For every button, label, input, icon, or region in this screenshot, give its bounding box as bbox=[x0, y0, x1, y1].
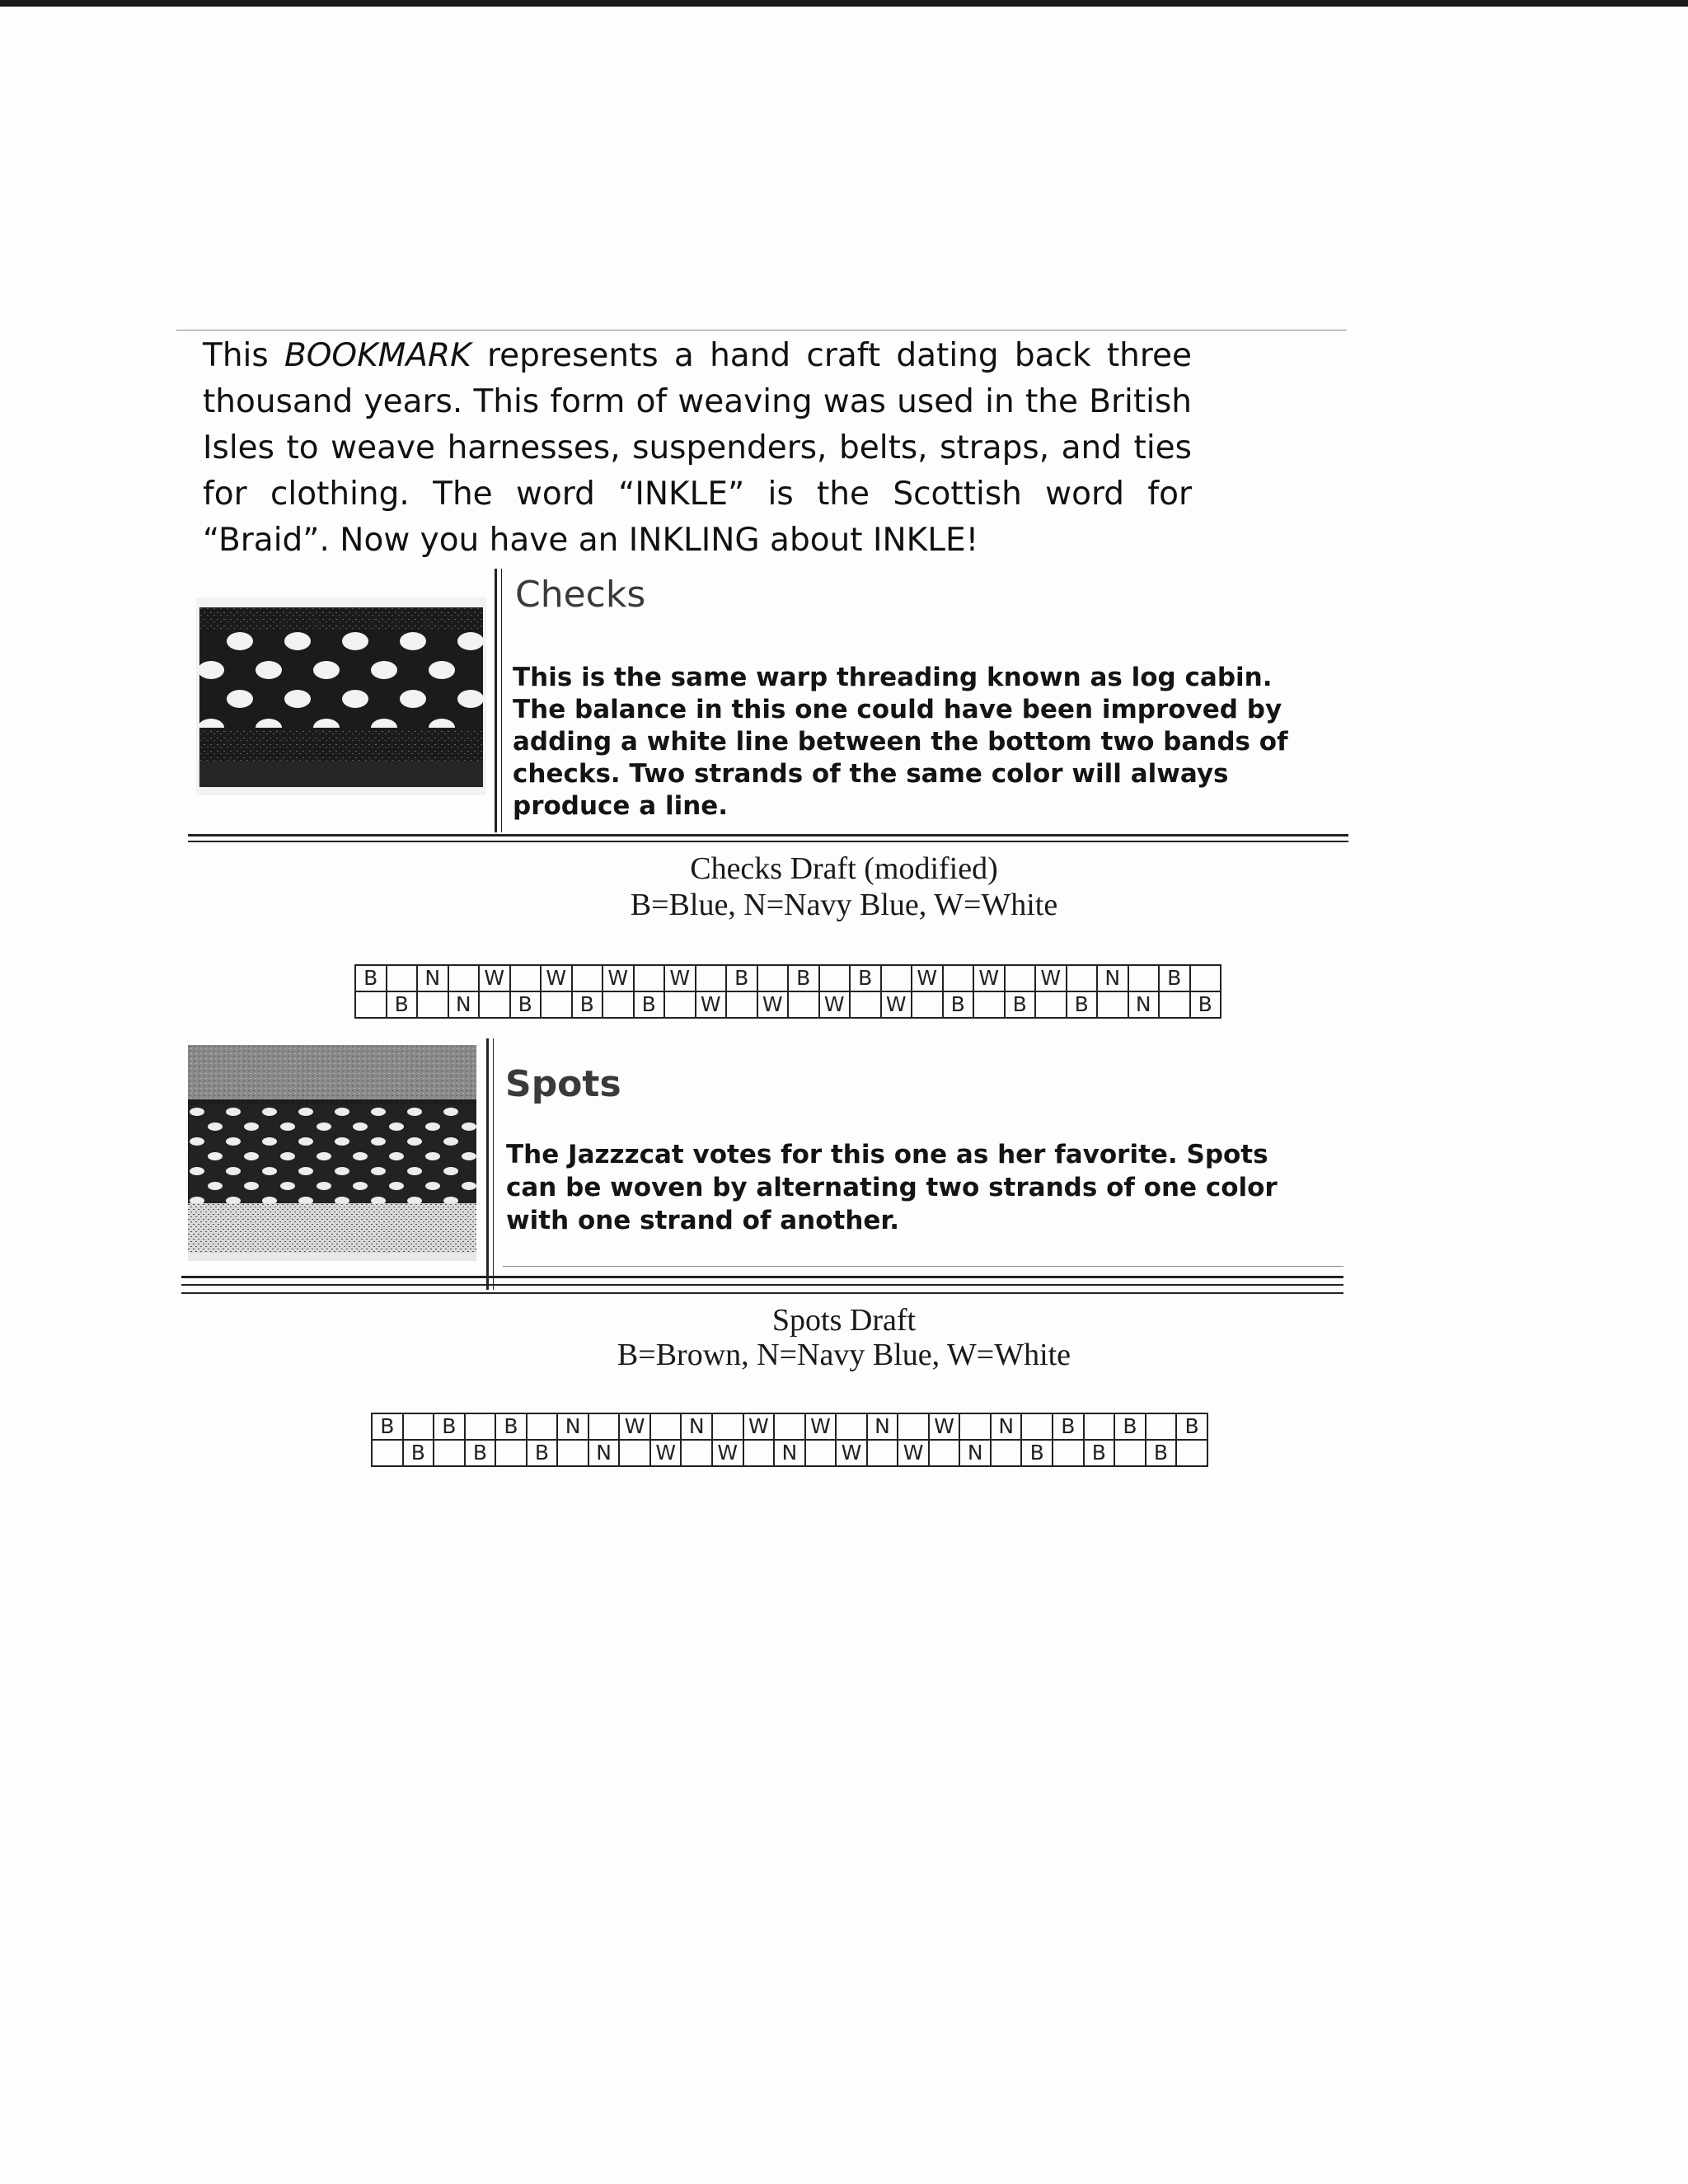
draft-cell: B bbox=[572, 991, 603, 1018]
draft-cell bbox=[850, 991, 881, 1018]
spots-swatch-image bbox=[188, 1045, 476, 1261]
intro-line: thousand years. This form of weaving was used in the British bbox=[203, 383, 1192, 420]
draft-cell: B bbox=[434, 1413, 465, 1440]
draft-cell bbox=[788, 991, 819, 1018]
spots-draft-legend: B=Brown, N=Navy Blue, W=White bbox=[617, 1338, 1071, 1372]
checks-bottom-rule bbox=[188, 841, 1348, 842]
draft-cell: N bbox=[588, 1440, 620, 1466]
draft-cell bbox=[1021, 1413, 1053, 1440]
draft-cell bbox=[1005, 965, 1036, 991]
draft-cell: B bbox=[1146, 1440, 1177, 1466]
draft-cell bbox=[1097, 991, 1128, 1018]
draft-cell: W bbox=[929, 1413, 960, 1440]
draft-cell bbox=[712, 1413, 743, 1440]
draft-cell: W bbox=[712, 1440, 743, 1466]
draft-cell bbox=[836, 1413, 867, 1440]
checks-draft-legend: B=Blue, N=Navy Blue, W=White bbox=[630, 888, 1058, 922]
draft-cell: W bbox=[881, 991, 912, 1018]
draft-cell: W bbox=[650, 1440, 682, 1466]
draft-cell bbox=[465, 1413, 496, 1440]
draft-row-bottom bbox=[355, 991, 1221, 1018]
intro-line: “Braid”. Now you have an INKLING about INKLE! bbox=[203, 522, 979, 559]
spots-divider bbox=[486, 1038, 489, 1290]
draft-cell bbox=[1084, 1413, 1115, 1440]
draft-cell: N bbox=[1128, 991, 1160, 1018]
draft-cell bbox=[541, 991, 572, 1018]
draft-cell bbox=[1053, 1440, 1084, 1466]
intro-paragraph bbox=[203, 333, 1192, 564]
draft-cell bbox=[387, 965, 418, 991]
draft-cell bbox=[898, 1413, 929, 1440]
draft-cell: B bbox=[1021, 1440, 1053, 1466]
draft-cell: W bbox=[541, 965, 572, 991]
spots-bottom-rule bbox=[181, 1292, 1343, 1294]
draft-cell: B bbox=[387, 991, 418, 1018]
draft-cell bbox=[510, 965, 542, 991]
draft-cell bbox=[696, 965, 727, 991]
draft-cell: B bbox=[1005, 991, 1036, 1018]
draft-cell bbox=[959, 1413, 991, 1440]
draft-cell: W bbox=[1035, 965, 1067, 991]
draft-cell: N bbox=[557, 1413, 588, 1440]
draft-cell: W bbox=[819, 991, 851, 1018]
draft-cell bbox=[819, 965, 851, 991]
draft-cell: B bbox=[372, 1413, 403, 1440]
spots-body: The Jazzzcat votes for this one as her favorite. Spots can be woven by alternating two strands of one color with one strand of another. bbox=[506, 1140, 1278, 1235]
draft-cell: N bbox=[417, 965, 448, 991]
draft-cell bbox=[757, 965, 789, 991]
draft-cell: B bbox=[943, 991, 974, 1018]
draft-cell bbox=[1159, 991, 1190, 1018]
draft-cell bbox=[774, 1413, 805, 1440]
draft-cell bbox=[588, 1413, 620, 1440]
draft-cell bbox=[372, 1440, 403, 1466]
draft-cell bbox=[681, 1440, 712, 1466]
draft-row-bottom bbox=[372, 1440, 1207, 1466]
draft-cell bbox=[1114, 1440, 1146, 1466]
draft-cell: B bbox=[1053, 1413, 1084, 1440]
draft-cell: N bbox=[1097, 965, 1128, 991]
spots-title: Spots bbox=[505, 1063, 621, 1105]
spots-draft-grid bbox=[371, 1413, 1208, 1467]
draft-cell bbox=[881, 965, 912, 991]
draft-cell bbox=[805, 1440, 837, 1466]
checks-bottom-rule bbox=[188, 834, 1348, 837]
draft-cell bbox=[650, 1413, 682, 1440]
draft-cell: W bbox=[696, 991, 727, 1018]
draft-cell: N bbox=[867, 1413, 898, 1440]
draft-cell bbox=[943, 965, 974, 991]
draft-cell: B bbox=[634, 991, 665, 1018]
draft-cell: B bbox=[1176, 1413, 1207, 1440]
draft-cell: B bbox=[1114, 1413, 1146, 1440]
bookmark-word: BOOKMARK bbox=[284, 337, 471, 374]
draft-cell: B bbox=[1190, 991, 1221, 1018]
checks-swatch-image bbox=[196, 598, 486, 795]
draft-cell bbox=[434, 1440, 465, 1466]
draft-cell bbox=[495, 1440, 527, 1466]
checks-divider bbox=[501, 569, 502, 832]
draft-cell: B bbox=[495, 1413, 527, 1440]
draft-cell bbox=[912, 991, 943, 1018]
draft-cell: W bbox=[836, 1440, 867, 1466]
draft-cell: W bbox=[743, 1413, 775, 1440]
checks-body: This is the same warp threading known as log cabin. The balance in this one could have been improved by adding a white line between the bottom two bands of checks. Two strands of the same color will always produce a line. bbox=[513, 663, 1288, 821]
draft-cell bbox=[664, 991, 696, 1018]
draft-cell: N bbox=[681, 1413, 712, 1440]
draft-cell: B bbox=[1159, 965, 1190, 991]
checks-draft-grid bbox=[354, 964, 1221, 1019]
checks-title: Checks bbox=[515, 574, 646, 616]
draft-cell bbox=[1176, 1440, 1207, 1466]
spots-bottom-rule bbox=[181, 1284, 1343, 1286]
draft-cell: N bbox=[959, 1440, 991, 1466]
draft-cell bbox=[603, 991, 634, 1018]
draft-cell: N bbox=[991, 1413, 1022, 1440]
draft-cell: N bbox=[448, 991, 480, 1018]
draft-cell: B bbox=[465, 1440, 496, 1466]
draft-cell: B bbox=[788, 965, 819, 991]
draft-cell: W bbox=[757, 991, 789, 1018]
draft-cell: W bbox=[479, 965, 510, 991]
draft-cell: W bbox=[664, 965, 696, 991]
spots-bottom-rule bbox=[181, 1276, 1343, 1278]
draft-cell bbox=[1146, 1413, 1177, 1440]
draft-cell: B bbox=[1084, 1440, 1115, 1466]
draft-cell: B bbox=[355, 965, 387, 991]
draft-row-top bbox=[355, 965, 1221, 991]
draft-cell bbox=[527, 1413, 558, 1440]
draft-cell bbox=[572, 965, 603, 991]
scan-edge bbox=[0, 0, 1688, 7]
draft-cell bbox=[479, 991, 510, 1018]
draft-row-top bbox=[372, 1413, 1207, 1440]
draft-cell: W bbox=[912, 965, 943, 991]
draft-cell bbox=[619, 1440, 650, 1466]
draft-cell bbox=[929, 1440, 960, 1466]
draft-cell bbox=[355, 991, 387, 1018]
draft-cell: W bbox=[973, 965, 1005, 991]
checks-divider bbox=[495, 569, 497, 832]
draft-cell bbox=[867, 1440, 898, 1466]
spots-draft-title: Spots Draft bbox=[771, 1303, 917, 1338]
draft-cell bbox=[743, 1440, 775, 1466]
draft-cell bbox=[417, 991, 448, 1018]
draft-cell: B bbox=[403, 1440, 434, 1466]
draft-cell bbox=[973, 991, 1005, 1018]
draft-cell: B bbox=[510, 991, 542, 1018]
draft-cell bbox=[1067, 965, 1098, 991]
draft-cell bbox=[1190, 965, 1221, 991]
checks-draft-title: Checks Draft (modified) bbox=[690, 851, 998, 886]
spots-divider bbox=[493, 1038, 494, 1290]
intro-line: for clothing. The word “INKLE” is the Scottish word for bbox=[203, 476, 1192, 513]
draft-cell bbox=[448, 965, 480, 991]
draft-cell bbox=[403, 1413, 434, 1440]
draft-cell bbox=[1035, 991, 1067, 1018]
draft-cell bbox=[634, 965, 665, 991]
spots-inner-rule bbox=[503, 1266, 1343, 1267]
draft-cell bbox=[991, 1440, 1022, 1466]
intro-line: Isles to weave harnesses, suspenders, belts, straps, and ties bbox=[203, 429, 1192, 466]
draft-cell bbox=[1128, 965, 1160, 991]
draft-cell: W bbox=[619, 1413, 650, 1440]
draft-cell bbox=[726, 991, 757, 1018]
draft-cell: W bbox=[603, 965, 634, 991]
draft-cell: W bbox=[805, 1413, 837, 1440]
draft-cell: W bbox=[898, 1440, 929, 1466]
draft-cell: B bbox=[726, 965, 757, 991]
draft-cell bbox=[557, 1440, 588, 1466]
draft-cell: B bbox=[1067, 991, 1098, 1018]
draft-cell: B bbox=[527, 1440, 558, 1466]
draft-cell: N bbox=[774, 1440, 805, 1466]
draft-cell: B bbox=[850, 965, 881, 991]
intro-line: This BOOKMARK represents a hand craft dating back three bbox=[203, 337, 1192, 374]
